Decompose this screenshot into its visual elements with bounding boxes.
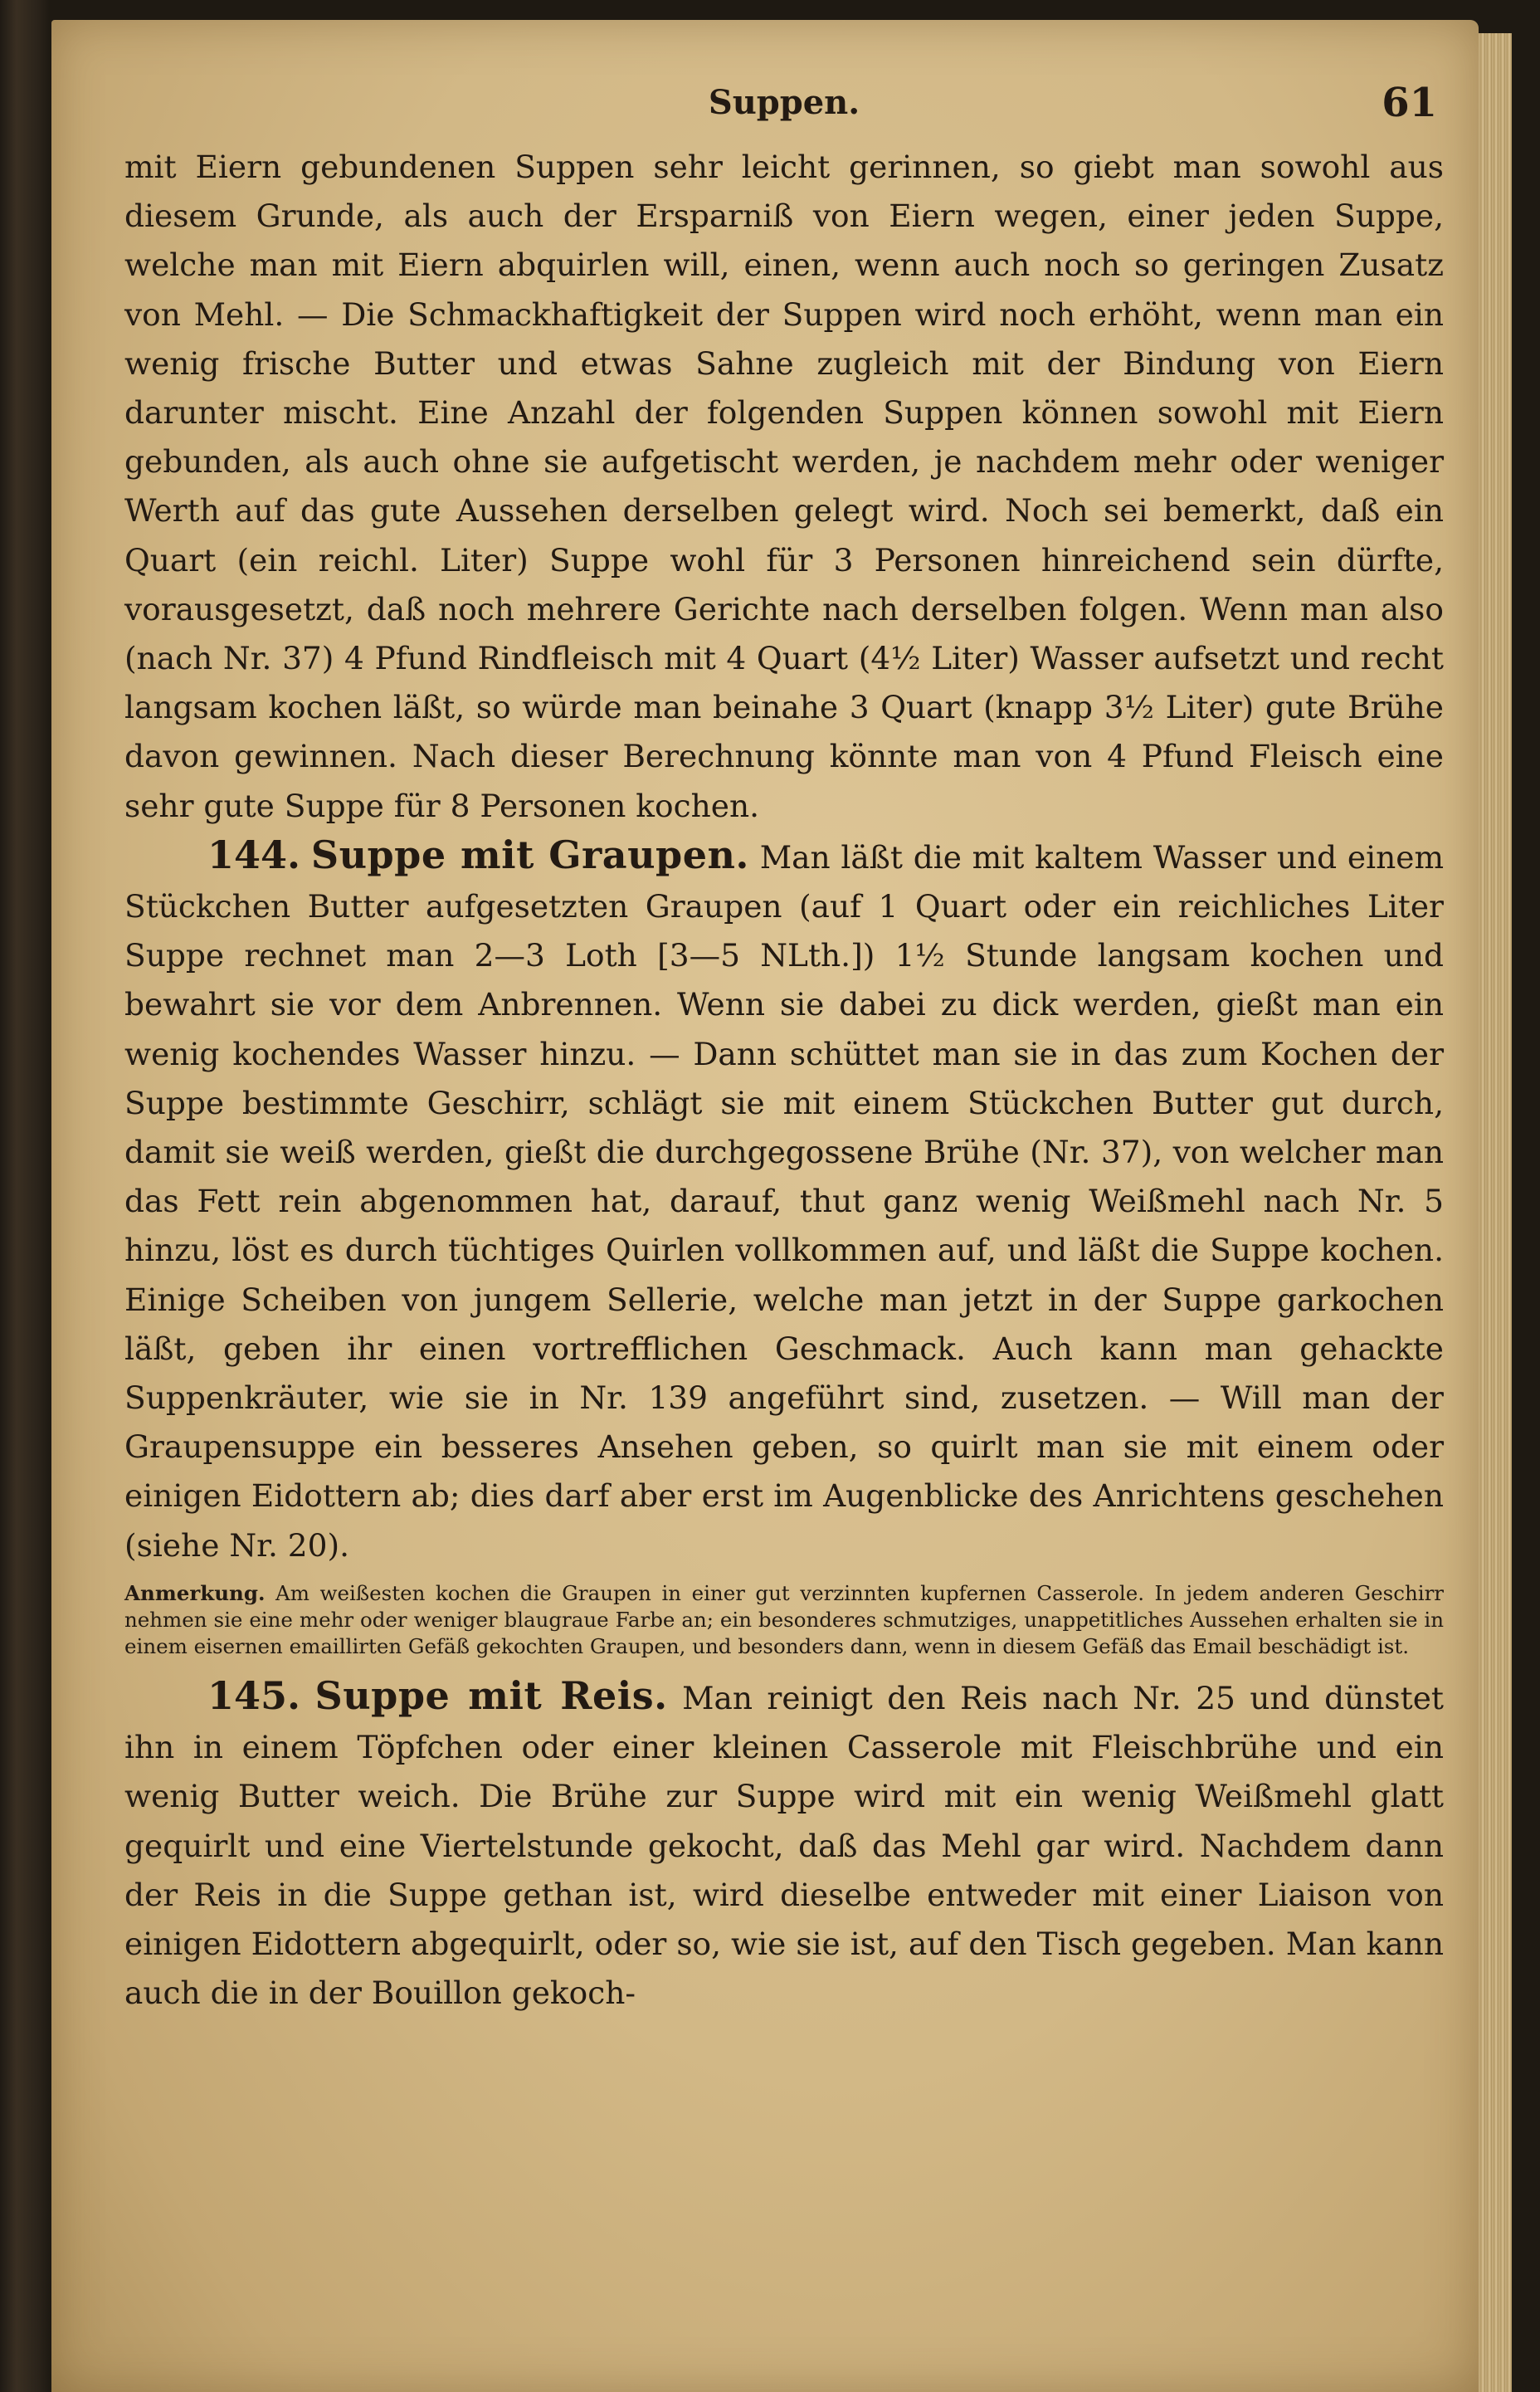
recipe-144-number: 144. — [207, 832, 301, 877]
recipe-145-text: Man reinigt den Reis nach Nr. 25 und dünstet ihn in einem Töpfchen oder einer kleinen Casserole mit Fleischbrühe und ein wenig Butter weich. Die Brühe zur Suppe wird mit ein wenig Weißmehl glatt gequirlt und eine Viertelstunde gekocht, daß das Mehl gar wird. Nachdem dann der Reis in die Suppe gethan ist, wird dieselbe entweder mit einer Liaison von einigen Eidottern abgequirlt, oder so, wie sie ist, auf den Tisch gegeben. Man kann auch die in der Bouillon gekoch- — [124, 1679, 1445, 2012]
body-text — [124, 143, 1444, 2018]
recipe-144-note — [124, 1580, 1444, 1660]
running-title: Suppen. — [708, 83, 860, 122]
recipe-144-title: Suppe mit Graupen. — [310, 832, 749, 877]
recipe-145-number: 145. — [207, 1672, 301, 1718]
note-text: Am weißesten kochen die Graupen in einer gut verzinnten kupfernen Casserole. In jedem anderen Geschirr nehmen sie eine mehr oder weniger blaugraue Farbe an; ein besonderes schmutziges, unappetitliches Aussehen erhalten sie in einem eisernen emaillirten Gefäß gekochten Graupen, und besonders dann, wenn in diesem Gefäß das Email beschädigt ist. — [124, 1580, 1444, 1658]
note-label: Anmerkung. — [124, 1580, 266, 1605]
recipe-144 — [124, 831, 1444, 1570]
recipe-145-title: Suppe mit Reis. — [314, 1672, 668, 1718]
recipe-144-text: Man läßt die mit kaltem Wasser und einem Stückchen Butter aufgesetzten Graupen (auf 1 Quart oder ein reichliches Liter Suppe rechnet man 2—3 Loth [3—5 NLth.]) 1½ Stunde langsam kochen und bewahrt sie vor dem Anbrennen. Wenn sie dabei zu dick werden, gießt man ein wenig kochendes Wasser hinzu. — Dann schüttet man sie in das zum Kochen der Suppe bestimmte Geschirr, schlägt sie mit einem Stückchen Butter gut durch, damit sie weiß werden, gießt die durchgegossene Brühe (Nr. 37), von welcher man das Fett rein abgenommen hat, darauf, thut ganz wenig Weißmehl nach Nr. 5 hinzu, löst es durch tüchtiges Quirlen vollkommen auf, und läßt die Suppe kochen. Einige Scheiben von jungem Sellerie, welche man jetzt in der Suppe garkochen läßt, geben ihr einen vortrefflichen Geschmack. Auch kann man gehackte Suppenkräuter, wie sie in Nr. 139 angeführt sind, zusetzen. — Will man der Graupensuppe ein besseres Ansehen geben, so quirlt man sie mit einem oder einigen Eidottern ab; dies darf aber erst im Augenblicke des Anrichtens geschehen (siehe Nr. 20). — [124, 838, 1445, 1564]
intro-paragraph: mit Eiern gebundenen Suppen sehr leicht gerinnen, so giebt man sowohl aus diesem Grunde, als auch der Ersparniß von Eiern wegen, einer jeden Suppe, welche man mit Eiern abquirlen will, einen, wenn auch noch so geringen Zusatz von Mehl. — Die Schmackhaftigkeit der Suppen wird noch erhöht, wenn man ein wenig frische Butter und etwas Sahne zugleich mit der Bindung von Eiern darunter mischt. Eine Anzahl der folgenden Suppen können sowohl mit Eiern gebunden, als auch ohne sie aufgetischt werden, je nachdem mehr oder weniger Werth auf das gute Aussehen derselben gelegt wird. Noch sei bemerkt, daß ein Quart (ein reichl. Liter) Suppe wohl für 3 Personen hinreichend sein dürfte, vorausgesetzt, daß noch mehrere Gerichte nach derselben folgen. Wenn man also (nach Nr. 37) 4 Pfund Rindfleisch mit 4 Quart (4½ Liter) Wasser aufsetzt und recht langsam kochen läßt, so würde man beinahe 3 Quart (knapp 3½ Liter) gute Brühe davon gewinnen. Nach dieser Berechnung könnte man von 4 Pfund Fleisch eine sehr gute Suppe für 8 Personen kochen. — [124, 149, 1444, 824]
page-number: 61 — [1382, 80, 1437, 126]
recipe-145 — [124, 1672, 1444, 2018]
running-head — [124, 80, 1444, 143]
page-edge — [1479, 33, 1512, 2392]
text-block — [124, 80, 1445, 2018]
